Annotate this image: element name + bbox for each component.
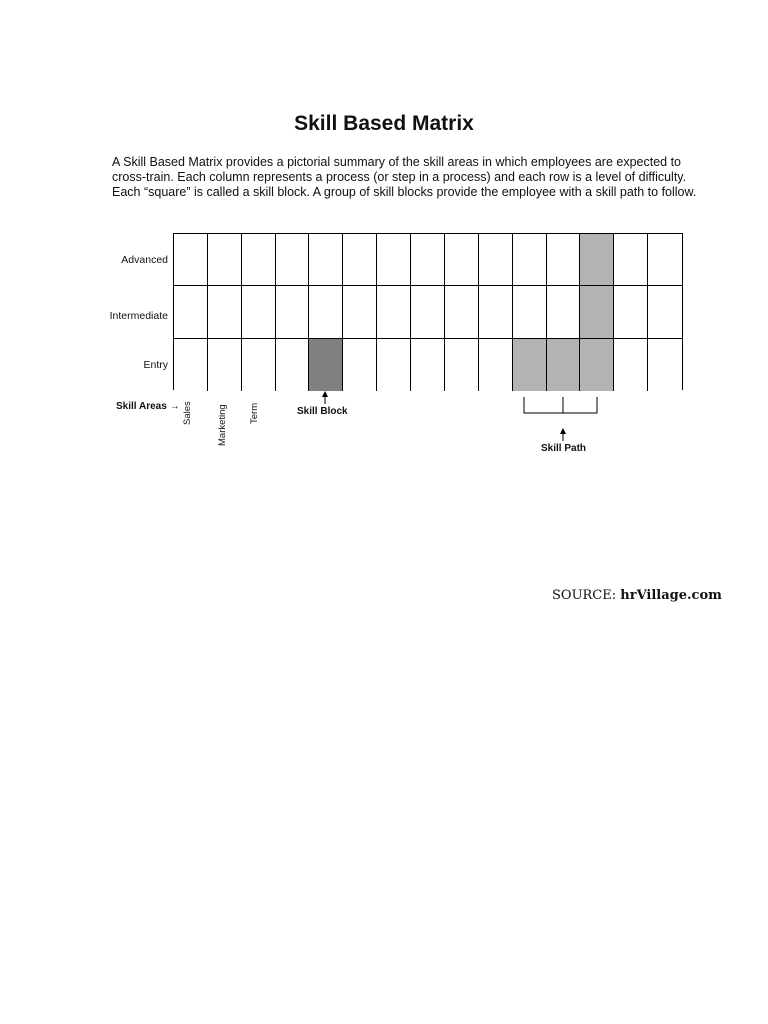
skill-area-sales: Sales	[182, 401, 193, 425]
intro-line: cross-train. Each column represents a process (or step in a process) and each row is a level of difficulty.	[112, 170, 687, 184]
skill-area-term: Term	[249, 402, 260, 424]
skill-path-bracket-icon	[524, 397, 597, 413]
up-arrow-icon	[322, 391, 328, 404]
right-arrow-icon: →	[169, 401, 180, 412]
row-label-advanced: Advanced	[121, 254, 168, 266]
page-title: Skill Based Matrix	[294, 112, 474, 135]
source-site: hrVillage.com	[620, 588, 722, 603]
skill-block-label: Skill Block	[297, 406, 348, 417]
skill-areas-text: Skill Areas	[116, 401, 167, 412]
intro-line: Each “square” is called a skill block. A group of skill blocks provide the employee with a skill path to follow.	[112, 185, 697, 199]
skill-path-label: Skill Path	[541, 443, 587, 454]
up-arrow-icon	[560, 428, 566, 441]
row-label-entry: Entry	[143, 359, 168, 371]
skill-area-marketing: Marketing	[217, 404, 228, 446]
intro-line: A Skill Based Matrix provides a pictorial summary of the skill areas in which employees are expected to	[112, 155, 682, 169]
source-label: SOURCE:	[552, 588, 617, 603]
source-credit	[552, 588, 722, 603]
row-label-intermediate: Intermediate	[109, 310, 168, 322]
